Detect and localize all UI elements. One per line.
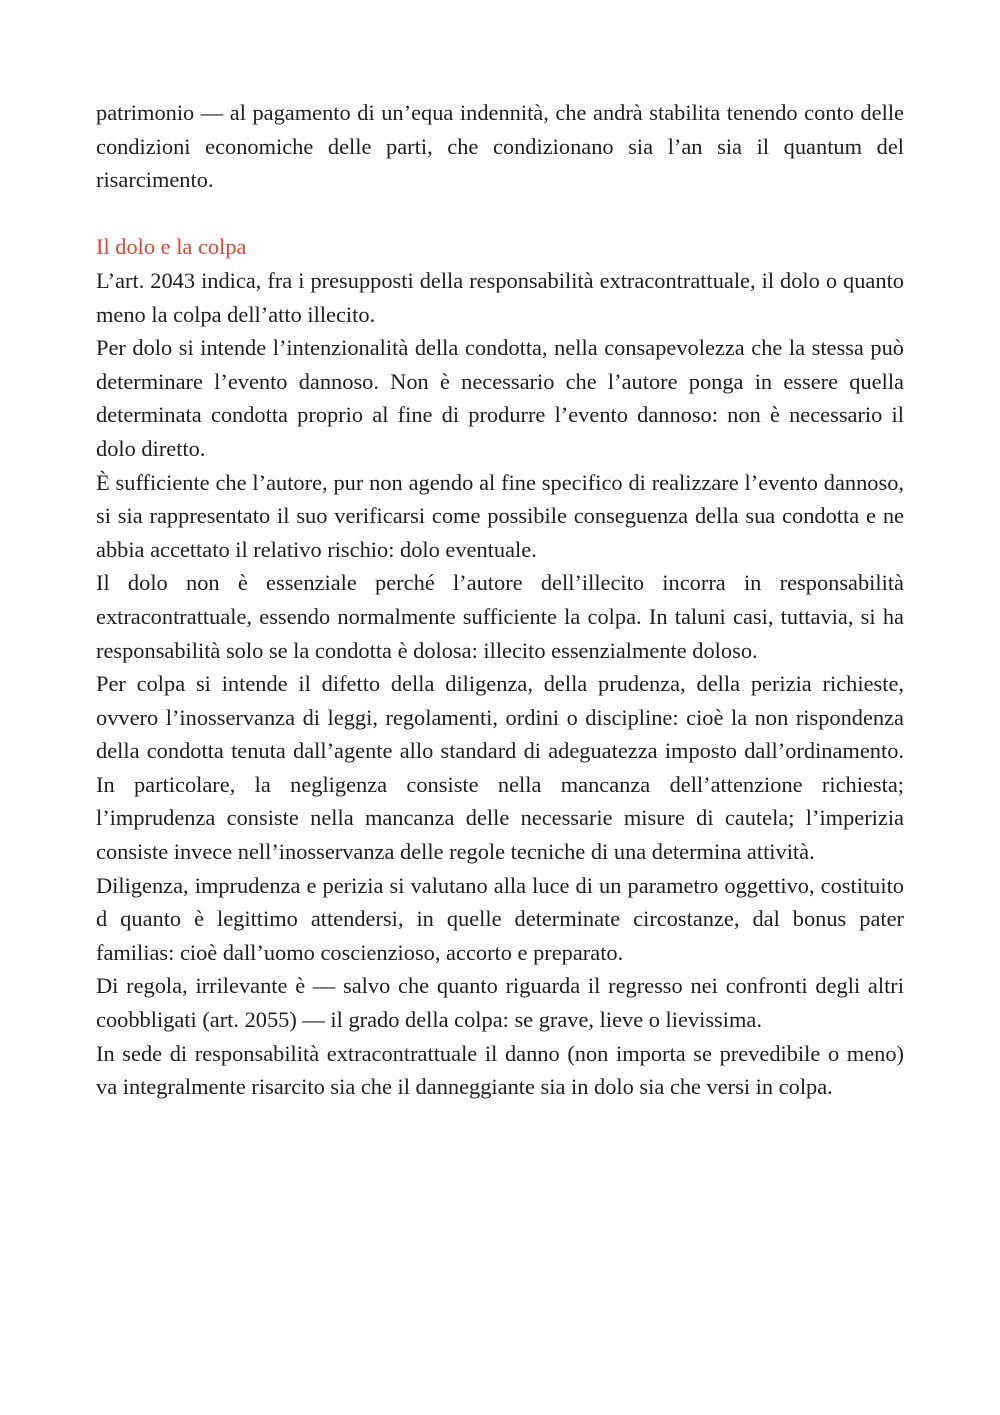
paragraph-risarcimento: In sede di responsabilità extracontrattuale il danno (non importa se prevedibile o meno) va integralmente risarcito sia che il danneggiante sia in dolo sia che versi in colpa. <box>96 1040 904 1100</box>
paragraph-dolo-definition: Per dolo si intende l’intenzionalità della condotta, nella consapevolezza che la stessa può determinare l’evento dannoso. Non è necessario che l’autore ponga in essere quella determinata condotta proprio al fine di produrre l’evento dannoso: non è necessario il dolo diretto. <box>96 335 904 461</box>
paragraph-grado-colpa: Di regola, irrilevante è — salvo che quanto riguarda il regresso nei confronti degli altri coobbligati (art. 2055) — il grado della colpa: se grave, lieve o lievissima. <box>96 973 904 1033</box>
paragraph-art-2043: L’art. 2043 indica, fra i presupposti della responsabilità extracontrattuale, il dolo o quanto meno la colpa dell’atto illecito. <box>96 267 904 327</box>
paragraph-dolo-non-essenziale: Il dolo non è essenziale perché l’autore dell’illecito incorra in responsabilità extracontrattuale, essendo normalmente sufficiente la colpa. In taluni casi, tuttavia, si ha responsabilità solo se la condotta è dolosa: illecito essenzialmente doloso. <box>96 570 904 663</box>
document-page <box>96 96 904 1104</box>
intro-paragraph: patrimonio — al pagamento di un’equa indennità, che andrà stabilita tenendo conto delle condizioni economiche delle parti, che condizionano sia l’an sia il quantum del risarcimento. <box>96 100 904 193</box>
section-heading: Il dolo e la colpa <box>96 234 247 260</box>
paragraph-colpa-definition: Per colpa si intende il difetto della diligenza, della prudenza, della perizia richieste, ovvero l’inosservanza di leggi, regolamenti, ordini o discipline: cioè la non rispondenza della condotta tenuta dall’agente allo standard di adeguatezza imposto dall’ordinamento. In particolare, la negligenza consiste nella mancanza dell’attenzione richiesta; l’imprudenza consiste nella mancanza delle necessarie misure di cautela; l’imperizia consiste invece nell’inosservanza delle regole tecniche di una determina attività. <box>96 671 904 865</box>
paragraph-dolo-eventuale: È sufficiente che l’autore, pur non agendo al fine specifico di realizzare l’evento dannoso, si sia rappresentato il suo verificarsi come possibile conseguenza della sua condotta e ne abbia accettato il relativo rischio: dolo eventuale. <box>96 469 904 562</box>
paragraph-parametro-oggettivo: Diligenza, imprudenza e perizia si valutano alla luce di un parametro oggettivo, costituito d quanto è legittimo attendersi, in quelle determinate circostanze, dal bonus pater familias: cioè dall’uomo coscienzioso, accorto e preparato. <box>96 872 904 965</box>
